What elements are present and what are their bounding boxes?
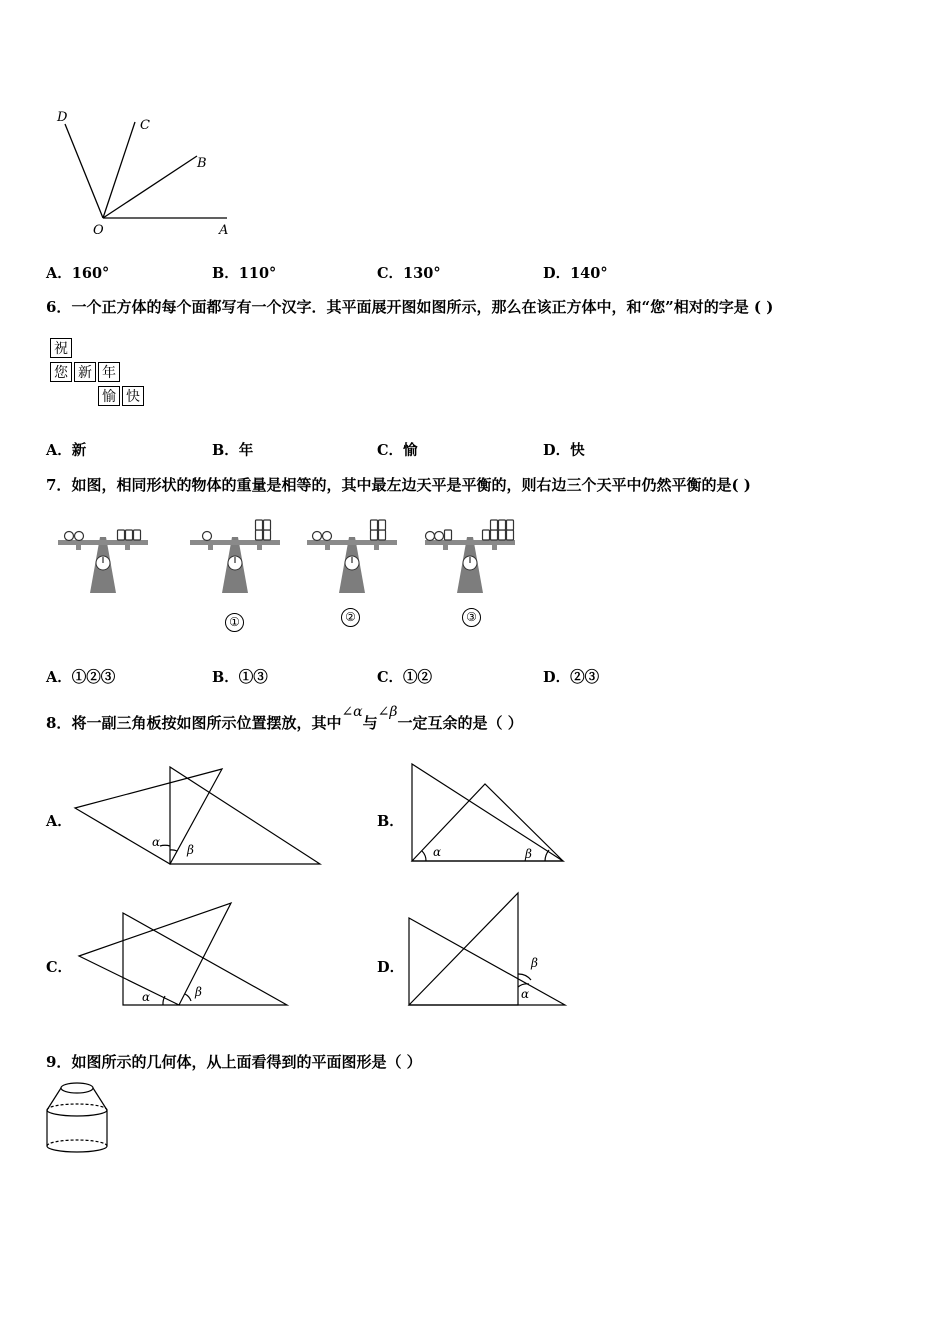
question-text: 如图，相同形状的物体的重量是相等的，其中最左边天平是平衡的，则右边三个天平中仍然平衡的是( ) [71,476,751,494]
net-cell: 祝 [50,338,72,358]
bottom-ellipse-front [47,1146,107,1152]
balance-scale-3 [425,520,515,593]
bottom-ellipse-back [47,1140,107,1146]
option-letter: B． [212,669,239,686]
net-cell: 快 [122,386,144,406]
balance-scales-figure [50,515,530,595]
q5-option-c[interactable] [377,262,441,283]
option-letter: D． [543,442,571,459]
option-letter: B． [212,265,239,282]
triangle-figure-a [70,760,330,870]
angle-beta-symbol: ∠β [377,704,398,720]
triangle-right [409,893,518,1005]
option-letter: C． [377,442,404,459]
ray-od [65,124,103,218]
option-letter: A． [46,265,72,282]
triangle-figure-b [405,760,575,870]
q7-option-a[interactable] [46,666,115,687]
alpha-arc [422,851,426,861]
beta-label: β [195,985,202,999]
q7-option-d[interactable] [543,666,599,687]
option-text: ①② [403,669,433,686]
triangle-figure-d [405,890,575,1010]
alpha-label: α [521,987,530,1001]
question-number: 7． [46,476,72,494]
alpha-arc [160,845,170,846]
ray-ob [103,156,197,218]
q5-option-d[interactable] [543,262,608,283]
scale-label-1: ① [225,613,244,632]
q6-option-a[interactable] [46,439,86,460]
option-text: ①③ [238,669,268,686]
question-text: 将一副三角板按如图所示位置摆放，其中 [71,714,342,732]
q5-option-b[interactable] [212,262,276,283]
question-text: 一定互余的是（ ） [397,714,523,732]
option-text: 新 [71,442,87,459]
beta-arc [170,850,177,851]
cube-net [50,338,150,412]
frustum-right [93,1088,107,1110]
alpha-label: α [152,835,161,849]
triangle-figure-c [75,898,295,1010]
q8-option-a[interactable]: A． [46,813,72,830]
alpha-label: α [142,990,151,1004]
beta-label: β [187,843,194,857]
label-o: O [93,223,104,238]
option-text: 160° [71,265,110,282]
triangle-slanted [75,769,222,864]
option-letter: D． [543,265,571,282]
q8-option-d[interactable]: D． [377,959,405,976]
q8-option-c[interactable]: C． [46,959,73,976]
question-6 [46,296,773,317]
geometric-solid-figure [42,1078,112,1158]
balance-scale-2 [307,520,397,593]
option-text: 110° [238,265,277,282]
beta-arc [185,994,191,1001]
option-text: 年 [238,442,254,459]
question-8 [46,704,523,733]
beta-label: β [525,847,532,861]
ray-oc [103,122,135,218]
net-cell: 愉 [98,386,120,406]
beta-label: β [531,956,538,970]
q6-option-d[interactable] [543,439,585,460]
net-cell: 新 [74,362,96,382]
middle-ellipse-back [47,1104,107,1110]
scale-label-2: ② [341,608,360,627]
question-9 [46,1051,422,1072]
q7-option-c[interactable] [377,666,432,687]
q7-option-b[interactable] [212,666,268,687]
option-text: 130° [403,265,441,282]
net-cell: 年 [98,362,120,382]
option-text: 140° [570,265,608,282]
label-c: C [140,118,150,133]
beta-arc [545,850,549,861]
scale-label-3: ③ [462,608,481,627]
option-text: ①②③ [71,669,116,686]
top-ellipse [61,1083,93,1093]
net-cell: 您 [50,362,72,382]
q6-option-b[interactable] [212,439,253,460]
option-letter: C． [377,265,404,282]
q8-option-b[interactable]: B． [377,813,404,830]
question-number: 9． [46,1053,72,1071]
q5-option-a[interactable] [46,262,109,283]
question-text: 与 [362,714,378,732]
option-text: ②③ [570,669,600,686]
question-number: 8． [46,714,72,732]
triangle-slanted [79,903,231,1005]
balance-scale-reference [58,530,148,593]
alpha-label: α [433,845,442,859]
option-text: 愉 [403,442,418,459]
option-letter: C． [377,669,404,686]
option-text: 快 [570,442,585,459]
q6-option-c[interactable] [377,439,418,460]
question-text: 一个正方体的每个面都写有一个汉字．其平面展开图如图所示，那么在该正方体中，和“您”相对的字是 ( ) [71,298,774,316]
beta-arc [518,974,531,980]
question-number: 6． [46,298,72,316]
option-letter: D． [543,669,571,686]
balance-scale-1 [190,520,280,593]
label-b: B [197,156,207,171]
option-letter: B． [212,442,239,459]
option-letter: A． [46,442,72,459]
middle-ellipse-front [47,1110,107,1116]
label-a: A [219,223,229,238]
question-text: 如图所示的几何体，从上面看得到的平面图形是（ ） [71,1053,422,1071]
angle-figure [45,100,245,240]
triangle-slanted [409,918,565,1005]
question-7 [46,474,751,495]
frustum-left [47,1088,61,1110]
angle-alpha-symbol: ∠α [341,704,363,720]
label-d: D [57,110,68,125]
option-letter: A． [46,669,72,686]
